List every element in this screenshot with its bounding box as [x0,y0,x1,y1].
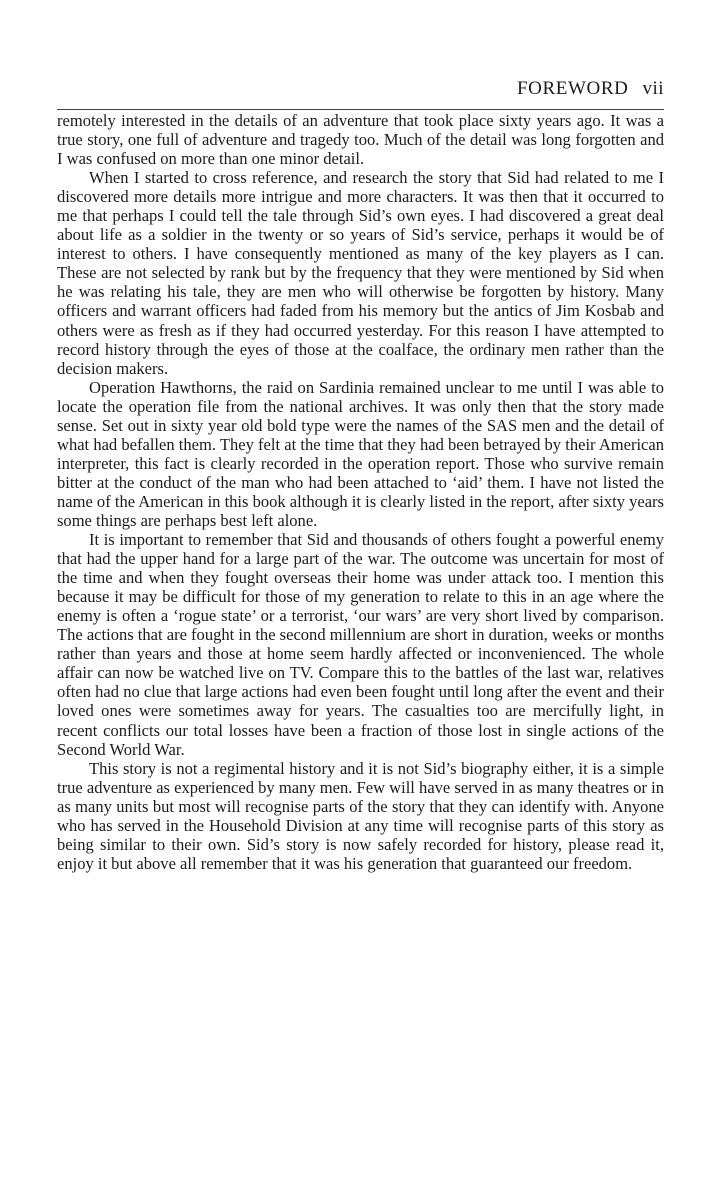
paragraph-4: It is important to remember that Sid and thousands of others fought a powerful enemy that had the upper hand for a large part of the war. The outcome was uncertain for most of the time and when they fought overseas their home was under attack too. I mention this because it may be difficult for those of my generation to relate to this in an age where the enemy is often a ‘rogue state’ or a terrorist, ‘our wars’ are very short lived by comparison. The actions that are fought in the second millennium are short in duration, weeks or months rather than years and those at home seem hardly affected or inconvenienced. The whole affair can now be watched live on TV. Compare this to the battles of the last war, relatives often had no clue that large actions had even been fought until long after the event and their loved ones were sometimes away for years. The casualties too are mercifully light, in recent conflicts our total losses have been a fraction of those lost in single actions of the Second World War. [57,530,664,759]
paragraph-2: When I started to cross reference, and research the story that Sid had related to me I discovered more details more intrigue and more characters. It was then that it occurred to me that perhaps I could tell the tale through Sid’s own eyes. I had discovered a great deal about life as a soldier in the twenty or so years of Sid’s service, perhaps it would be of interest to others. I have consequently mentioned as many of the key players as I can. These are not selected by rank but by the frequency that they were mentioned by Sid when he was relating his tale, they are men who will otherwise be forgotten by history. Many officers and warrant officers had faded from his memory but the antics of Jim Kosbab and others were as fresh as if they had occurred yesterday. For this reason I have attempted to record history through the eyes of those at the coalface, the ordinary men rather than the decision makers. [57,168,664,378]
book-page [57,78,664,873]
paragraph-3: Operation Hawthorns, the raid on Sardinia remained unclear to me until I was able to locate the operation file from the national archives. It was only then that the story made sense. Set out in sixty year old bold type were the names of the SAS men and the detail of what had befallen them. They felt at the time that they had been betrayed by their American interpreter, this fact is clearly recorded in the operation report. Those who survive remain bitter at the conduct of the man who had been attached to ‘aid’ them. I have not listed the name of the American in this book although it is clearly listed in the report, after sixty years some things are perhaps best left alone. [57,377,664,530]
paragraph-1: remotely interested in the details of an adventure that took place sixty years ago. It was a true story, one full of adventure and tragedy too. Much of the detail was long forgotten and I was confused on more than one minor detail. [57,111,664,169]
page-number: vii [642,78,664,99]
running-head [57,78,664,108]
header-rule [57,109,664,110]
section-title: FOREWORD [517,78,629,99]
paragraph-5: This story is not a regimental history and it is not Sid’s biography either, it is a simple true adventure as experienced by many men. Few will have served in as many theatres or in as many units but most will recognise parts of the story that they can identify with. Anyone who has served in the Household Division at any time will recognise parts of this story as being similar to their own. Sid’s story is now safely recorded for history, please read it, enjoy it but above all remember that it was his generation that guaranteed our freedom. [57,758,664,873]
body-text [57,111,664,873]
